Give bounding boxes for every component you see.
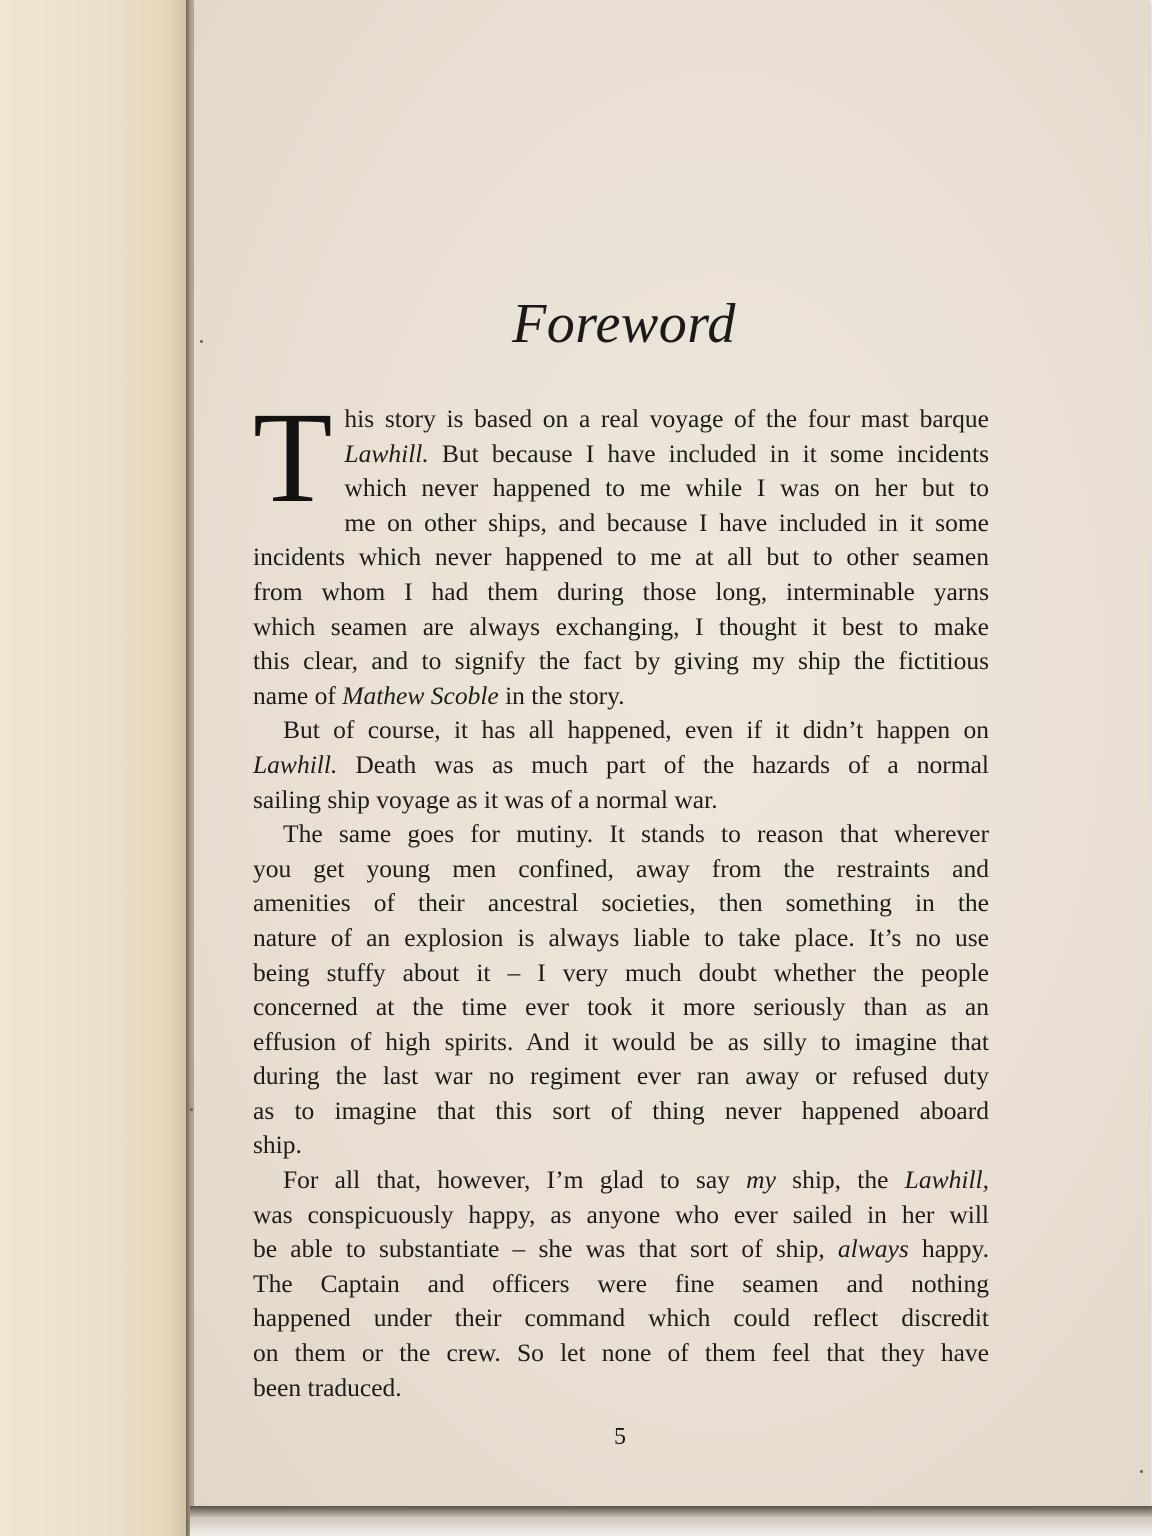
drop-cap: T (253, 386, 333, 530)
text-line (253, 990, 989, 1025)
text-segment: which seamen are always exchanging, I thought it best to make (253, 611, 989, 641)
italic-text: my (746, 1165, 776, 1195)
italic-text: Lawhill. (344, 438, 429, 468)
text-segment: happened under their command which could reflect discredit (253, 1303, 989, 1333)
text-line (253, 886, 989, 921)
text-segment: sailing ship voyage as it was of a normal war. (253, 784, 718, 814)
text-line (253, 852, 989, 887)
text-segment: name of (253, 680, 343, 710)
text-segment: amenities of their ancestral societies, then something in the (253, 888, 989, 918)
text-line (253, 921, 989, 956)
foreword-body (253, 386, 989, 1405)
text-segment: this clear, and to signify the fact by giving my ship the fictitious (253, 646, 989, 676)
text-line (253, 783, 989, 818)
text-line (253, 1336, 989, 1371)
text-segment: incidents which never happened to me at all but to other seamen (253, 542, 989, 572)
text-line (253, 1301, 989, 1336)
text-line (253, 506, 989, 541)
text-segment: happy. (908, 1234, 989, 1264)
text-line (253, 748, 989, 783)
text-segment: during the last war no regiment ever ran away or refused duty (253, 1061, 989, 1091)
text-segment: in the story. (498, 680, 625, 710)
text-line (253, 1094, 989, 1129)
text-line (253, 1128, 989, 1163)
paper-speck (190, 1108, 193, 1111)
text-line (253, 540, 989, 575)
text-segment: being stuffy about it – I very much doubt whether the people (253, 957, 989, 987)
text-segment: was conspicuously happy, as anyone who ever sailed in her will (253, 1199, 989, 1229)
text-line (253, 956, 989, 991)
text-segment: as to imagine that this sort of thing never happened aboard (253, 1095, 989, 1125)
text-segment: be able to substantiate – she was that sort of ship, (253, 1234, 838, 1264)
text-line (253, 402, 989, 437)
text-segment: which never happened to me while I was on her but to (344, 473, 989, 503)
text-segment: nature of an explosion is always liable to take place. It’s no use (253, 922, 989, 952)
text-segment: me on other ships, and because I have included in it some (344, 507, 989, 537)
page-bottom-edge (190, 1506, 1152, 1536)
text-line (253, 1267, 989, 1302)
text-segment: you get young men confined, away from the restraints and (253, 853, 989, 883)
text-segment: ship, the (775, 1165, 905, 1195)
text-segment: But of course, it has all happened, even if it didn’t happen on (283, 715, 989, 745)
text-segment: from whom I had them during those long, interminable yarns (253, 576, 989, 606)
italic-text: Lawhill. (253, 749, 338, 779)
text-lines (253, 386, 989, 1405)
text-segment: Death was as much part of the hazards of a normal (337, 749, 989, 779)
text-segment: The Captain and officers were fine seamen and nothing (253, 1268, 989, 1298)
text-segment: concerned at the time ever took it more seriously than as an (253, 992, 989, 1022)
italic-text: always (837, 1234, 909, 1264)
text-line (253, 1232, 989, 1267)
italic-text: Mathew Scoble (342, 680, 499, 710)
text-segment: For all that, however, I’m glad to say (283, 1165, 747, 1195)
text-line (253, 1198, 989, 1233)
text-segment: his story is based on a real voyage of the four mast barque (344, 404, 989, 433)
text-line (253, 610, 989, 645)
text-line (253, 679, 989, 714)
text-line (253, 1025, 989, 1060)
text-segment: been traduced. (253, 1372, 402, 1402)
paper-speck (1140, 1470, 1143, 1473)
text-segment: The same goes for mutiny. It stands to reason that wherever (283, 819, 989, 849)
italic-text: Lawhill, (904, 1165, 989, 1195)
text-line (253, 1163, 989, 1198)
text-line (253, 644, 989, 679)
text-segment: But because I have included in it some incidents (428, 438, 989, 468)
text-line (253, 471, 989, 506)
text-line (253, 575, 989, 610)
text-line (253, 1371, 989, 1406)
text-segment: on them or the crew. So let none of them feel that they have (253, 1338, 989, 1368)
page-title: Foreword (512, 293, 736, 355)
text-segment: ship. (253, 1130, 302, 1160)
text-line (253, 817, 989, 852)
page-number: 5 (614, 1424, 626, 1450)
left-page (0, 0, 192, 1536)
text-segment: effusion of high spirits. And it would be as silly to imagine that (253, 1026, 989, 1056)
text-line (253, 1059, 989, 1094)
text-line (253, 713, 989, 748)
text-line (253, 437, 989, 472)
